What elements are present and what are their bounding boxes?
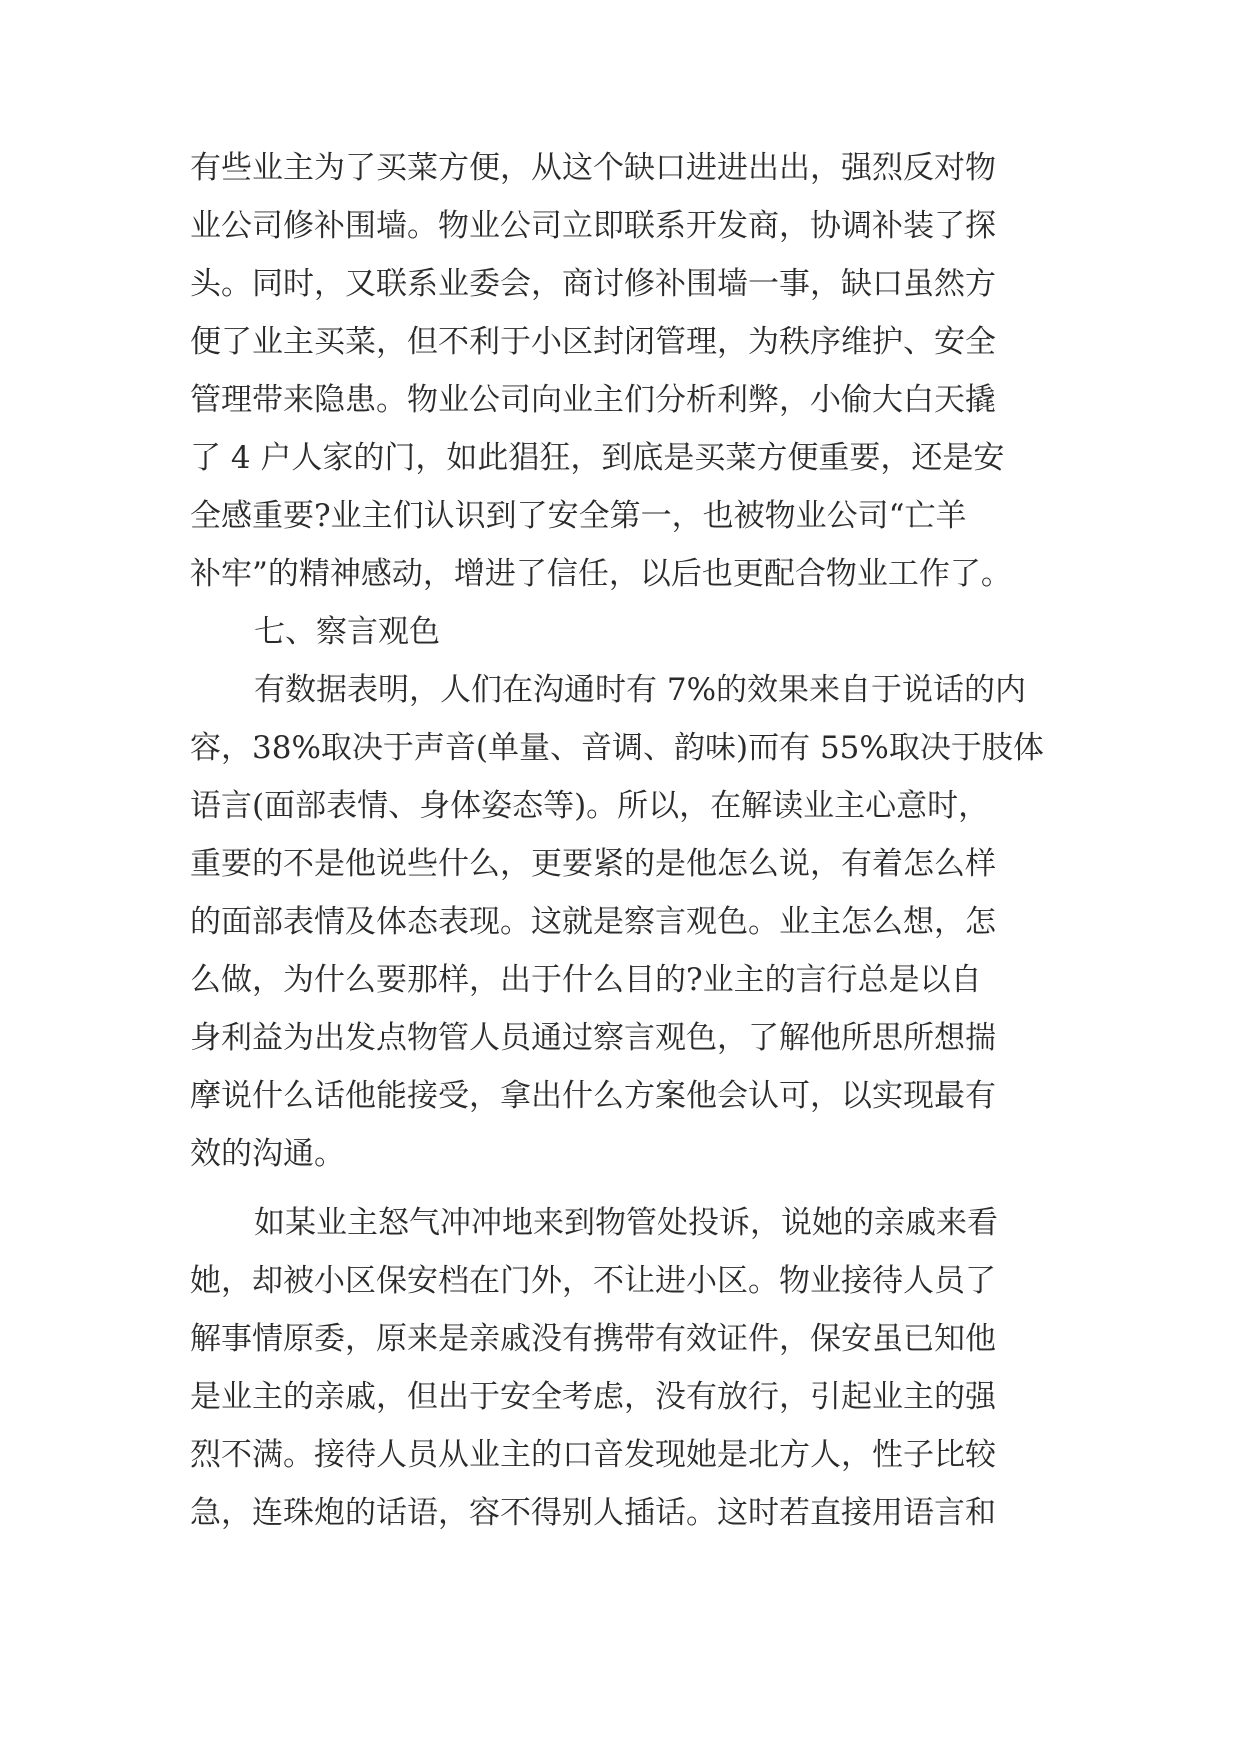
text-line: 身利益为出发点物管人员通过察言观色，了解他所思所想揣 [190,1020,996,1056]
text-line: 烈不满。接待人员从业主的口音发现她是北方人，性子比较 [190,1437,996,1473]
text-line: 头。同时，又联系业委会，商讨修补围墙一事，缺口虽然方 [190,266,996,302]
text-line: 语言(面部表情、身体姿态等)。所以，在解读业主心意时， [190,788,990,824]
text-line: 是业主的亲戚，但出于安全考虑，没有放行，引起业主的强 [190,1379,996,1415]
text-line: 急，连珠炮的话语，容不得别人插话。这时若直接用语言和 [190,1495,996,1531]
text-line: 容，38%取决于声音(单量、音调、韵味)而有 55%取决于肢体 [190,730,1044,766]
section-heading: 七、察言观色 [254,614,440,650]
text-line: 解事情原委，原来是亲戚没有携带有效证件，保安虽已知他 [190,1321,996,1357]
text-line: 业公司修补围墙。物业公司立即联系开发商，协调补装了探 [190,208,996,244]
text-line: 重要的不是他说些什么，更要紧的是他怎么说，有着怎么样 [190,846,996,882]
text-line: 有数据表明，人们在沟通时有 7%的效果来自于说话的内 [254,672,1027,708]
text-line: 摩说什么话他能接受，拿出什么方案他会认可，以实现最有 [190,1078,996,1114]
text-line: 全感重要?业主们认识到了安全第一，也被物业公司“亡羊 [190,498,967,534]
text-line: 她，却被小区保安档在门外，不让进小区。物业接待人员了 [190,1263,996,1299]
text-line: 有些业主为了买菜方便，从这个缺口进进出出，强烈反对物 [190,150,996,186]
text-line: 的面部表情及体态表现。这就是察言观色。业主怎么想，怎 [190,904,996,940]
text-line: 如某业主怒气冲冲地来到物管处投诉，说她的亲戚来看 [254,1205,998,1241]
text-line: 效的沟通。 [190,1136,345,1172]
text-line: 便了业主买菜，但不利于小区封闭管理，为秩序维护、安全 [190,324,996,360]
text-line: 了 4 户人家的门，如此猖狂，到底是买菜方便重要，还是安 [190,440,1005,476]
text-line: 么做，为什么要那样，出于什么目的?业主的言行总是以自 [190,962,982,998]
text-line: 管理带来隐患。物业公司向业主们分析利弊，小偷大白天撬 [190,382,996,418]
text-line: 补牢”的精神感动，增进了信任，以后也更配合物业工作了。 [190,556,1012,592]
